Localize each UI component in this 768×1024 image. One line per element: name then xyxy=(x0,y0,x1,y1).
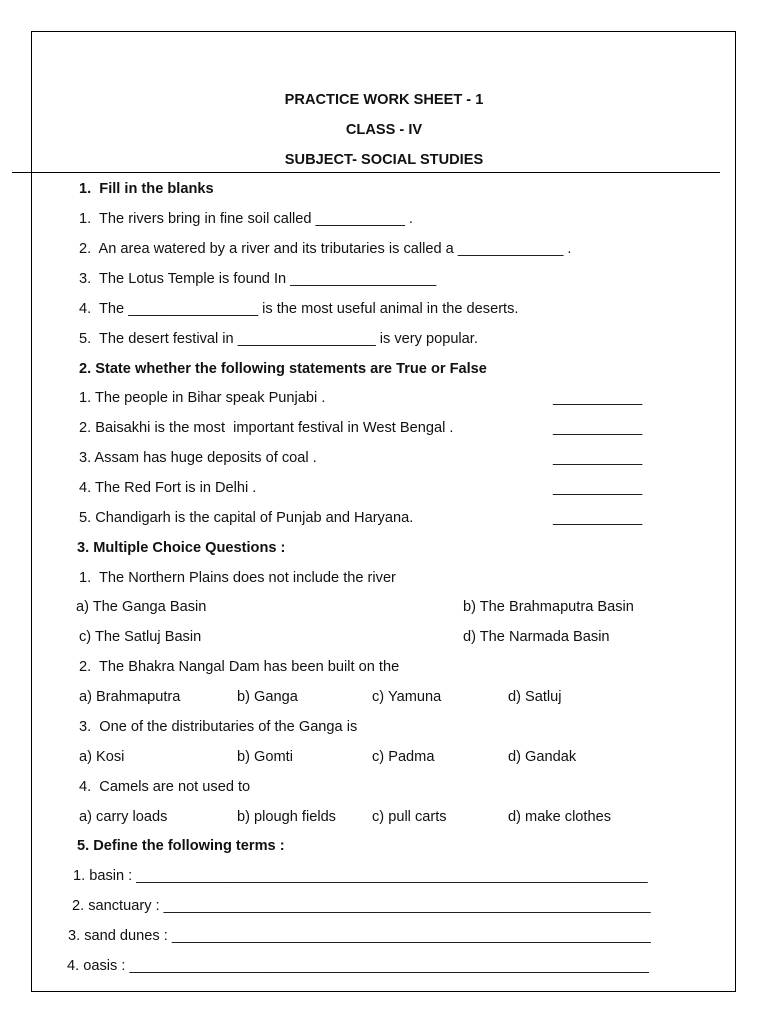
mcq-option: c) Padma xyxy=(372,749,435,765)
answer-blank: ___________ xyxy=(553,510,643,526)
mcq-option: b) Ganga xyxy=(237,689,298,705)
mcq-option: b) The Brahmaputra Basin xyxy=(463,599,634,615)
mcq-option: d) Gandak xyxy=(508,749,577,765)
mcq-option: b) plough fields xyxy=(237,809,336,825)
subject-line: SUBJECT- SOCIAL STUDIES xyxy=(284,152,484,168)
answer-blank: ___________ xyxy=(553,420,643,436)
answer-blank: ___________ xyxy=(553,390,643,406)
true-false-item: 1. The people in Bihar speak Punjabi . xyxy=(79,390,326,406)
header-divider xyxy=(12,172,720,173)
define-item: 3. sand dunes : ___________________________________________________________ xyxy=(68,928,651,944)
define-item: 1. basin : _______________________________________________________________ xyxy=(73,868,648,884)
true-false-item: 5. Chandigarh is the capital of Punjab and Haryana. xyxy=(79,510,414,526)
mcq-option: b) Gomti xyxy=(237,749,293,765)
mcq-question: 2. The Bhakra Nangal Dam has been built on the xyxy=(79,659,400,675)
mcq-question: 4. Camels are not used to xyxy=(79,779,251,795)
define-item: 4. oasis : ________________________________________________________________ xyxy=(67,958,649,974)
define-item: 2. sanctuary : ____________________________________________________________ xyxy=(72,898,651,914)
mcq-option: a) Kosi xyxy=(79,749,125,765)
section-define-heading: 5. Define the following terms : xyxy=(77,838,285,854)
class-line: CLASS - IV xyxy=(345,122,423,138)
mcq-question: 3. One of the distributaries of the Ganga is xyxy=(79,719,358,735)
mcq-option: c) The Satluj Basin xyxy=(79,629,202,645)
mcq-question: 1. The Northern Plains does not include the river xyxy=(79,570,396,586)
answer-blank: ___________ xyxy=(553,480,643,496)
mcq-option: d) Satluj xyxy=(508,689,562,705)
true-false-item: 3. Assam has huge deposits of coal . xyxy=(79,450,317,466)
mcq-option: c) Yamuna xyxy=(372,689,442,705)
fill-blank-item: 1. The rivers bring in fine soil called ___________ . xyxy=(79,211,413,227)
fill-blank-item: 4. The ________________ is the most useful animal in the deserts. xyxy=(79,301,519,317)
true-false-item: 2. Baisakhi is the most important festival in West Bengal . xyxy=(79,420,454,436)
mcq-option: d) The Narmada Basin xyxy=(463,629,610,645)
worksheet-title: PRACTICE WORK SHEET - 1 xyxy=(284,92,484,108)
mcq-option: c) pull carts xyxy=(372,809,447,825)
fill-blank-item: 2. An area watered by a river and its tributaries is called a _____________ . xyxy=(79,241,572,257)
section-mcq-heading: 3. Multiple Choice Questions : xyxy=(77,540,286,556)
mcq-option: d) make clothes xyxy=(508,809,612,825)
fill-blank-item: 3. The Lotus Temple is found In __________________ xyxy=(79,271,437,287)
section-true-false-heading: 2. State whether the following statements are True or False xyxy=(79,361,487,377)
fill-blank-item: 5. The desert festival in _________________ is very popular. xyxy=(79,331,478,347)
answer-blank: ___________ xyxy=(553,450,643,466)
true-false-item: 4. The Red Fort is in Delhi . xyxy=(79,480,257,496)
mcq-option: a) carry loads xyxy=(79,809,168,825)
mcq-option: a) The Ganga Basin xyxy=(76,599,207,615)
section-fill-blanks-heading: 1. Fill in the blanks xyxy=(79,181,214,197)
mcq-option: a) Brahmaputra xyxy=(79,689,181,705)
